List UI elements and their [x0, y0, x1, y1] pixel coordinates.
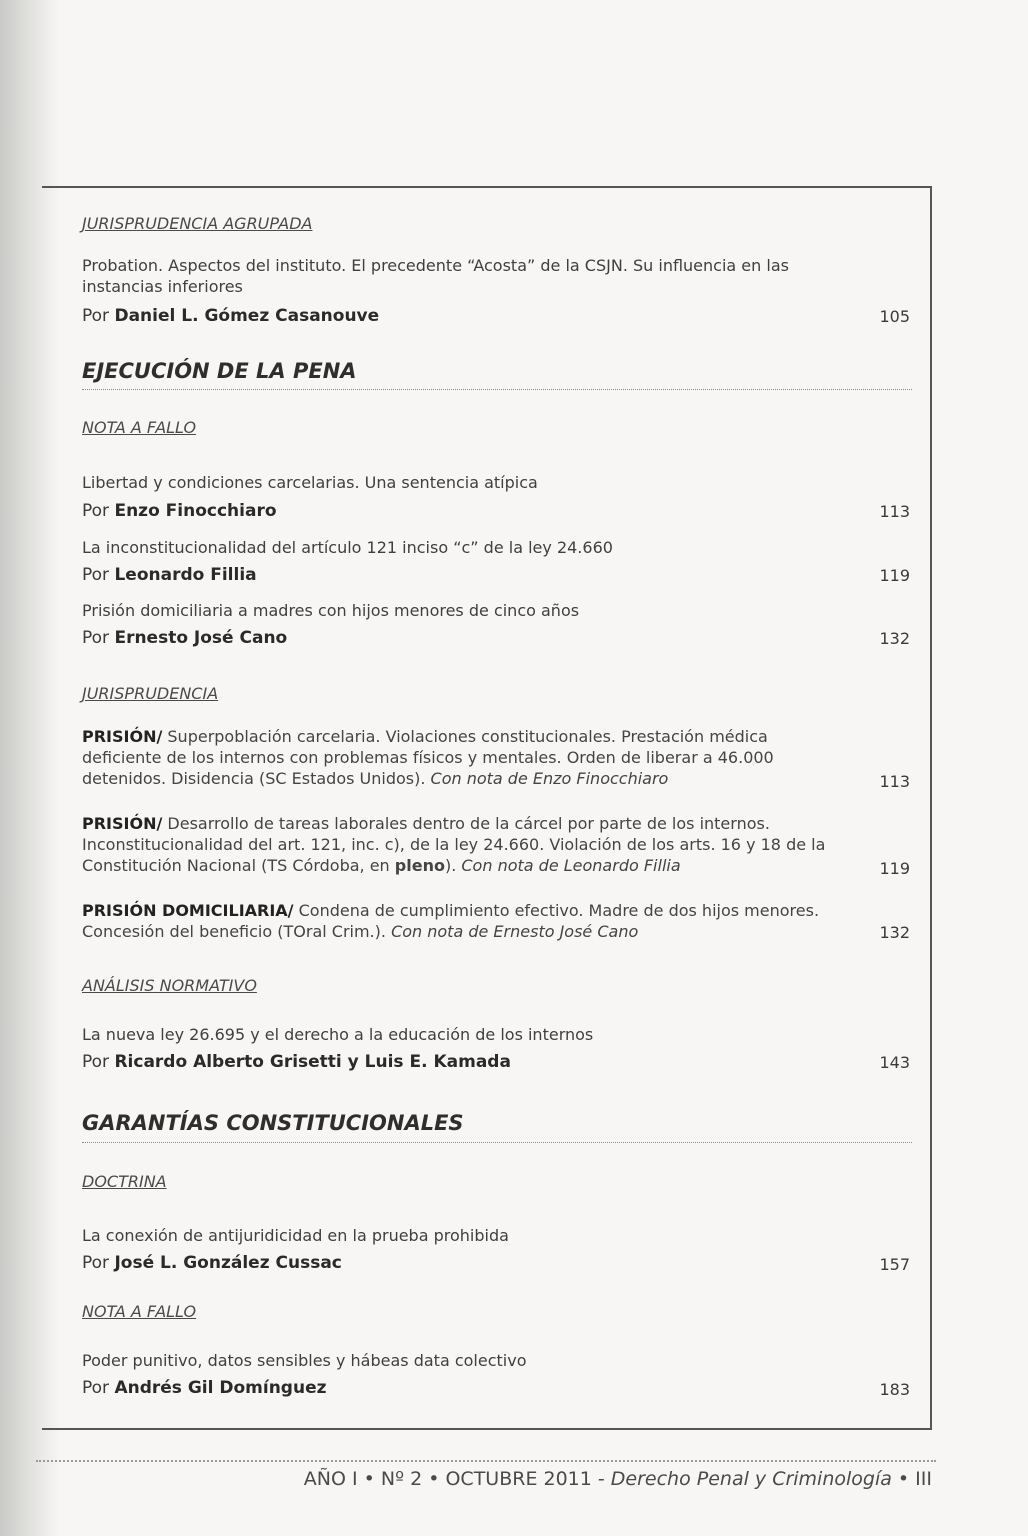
footer-page: • III	[891, 1468, 932, 1490]
jurisprudence-entry	[82, 726, 852, 789]
entry-title: Libertad y condiciones carcelarias. Una sentencia atípica	[82, 473, 538, 492]
author-name: Andrés Gil Domínguez	[114, 1378, 327, 1398]
page-number: 113	[879, 772, 910, 791]
entry-author-line	[82, 306, 379, 326]
subsection-analisis-normativo: ANÁLISIS NORMATIVO	[82, 976, 257, 995]
jurisprudence-entry	[82, 900, 852, 942]
jurisprudence-head: PRISIÓN DOMICILIARIA/	[82, 901, 294, 920]
section-heading-ejecucion: EJECUCIÓN DE LA PENA	[82, 359, 357, 383]
entry-author-line	[82, 1052, 511, 1072]
entry-author-line	[82, 1378, 327, 1398]
author-prefix: Por	[82, 306, 110, 326]
page-number: 132	[879, 923, 910, 942]
jurisprudence-note: Con nota de Enzo Finocchiaro	[430, 769, 669, 788]
page-number: 113	[879, 502, 910, 521]
entry-author-line	[82, 628, 287, 648]
author-prefix: Por	[82, 501, 110, 521]
author-prefix: Por	[82, 1253, 110, 1273]
entry-title-cont: instancias inferiores	[82, 277, 243, 296]
footer-divider	[36, 1460, 936, 1462]
author-name: Ricardo Alberto Grisetti y Luis E. Kamada	[114, 1052, 511, 1072]
subsection-jurisprudencia: JURISPRUDENCIA	[82, 684, 219, 703]
page-number: 143	[879, 1053, 910, 1072]
entry-title: Probation. Aspectos del instituto. El precedente “Acosta” de la CSJN. Su influencia en las	[82, 256, 789, 275]
section-divider	[82, 1142, 912, 1143]
jurisprudence-note: Con nota de Leonardo Fillia	[461, 856, 681, 875]
author-prefix: Por	[82, 565, 110, 585]
author-name: Ernesto José Cano	[114, 628, 288, 648]
page-number: 132	[879, 629, 910, 648]
author-name: José L. González Cussac	[114, 1253, 342, 1273]
page-number: 183	[879, 1380, 910, 1399]
jurisprudence-text: Condena de cumplimiento efectivo. Madre de dos hijos menores. Concesión del beneficio (TOral Crim.).	[82, 901, 820, 941]
author-name: Enzo Finocchiaro	[114, 501, 277, 521]
section-divider	[82, 389, 912, 390]
entry-title: La nueva ley 26.695 y el derecho a la educación de los internos	[82, 1025, 594, 1044]
running-footer	[304, 1468, 932, 1490]
jurisprudence-head: PRISIÓN/	[82, 727, 163, 746]
author-prefix: Por	[82, 628, 110, 648]
jurisprudence-text: Superpoblación carcelaria. Violaciones constitucionales. Prestación médica deficiente de los internos con problemas físicos y mentales. Orden de liberar a 46.000 detenidos. Disidencia (SC Estados Unidos).	[82, 727, 774, 788]
page-number: 119	[879, 566, 910, 585]
author-name: Leonardo Fillia	[114, 565, 257, 585]
entry-author-line	[82, 501, 277, 521]
jurisprudence-head: PRISIÓN/	[82, 814, 163, 833]
entry-title: Prisión domiciliaria a madres con hijos menores de cinco años	[82, 601, 580, 620]
entry-author-line	[82, 1253, 342, 1273]
subsection-nota-a-fallo: NOTA A FALLO	[82, 1302, 197, 1321]
author-prefix: Por	[82, 1378, 110, 1398]
jurisprudence-bold: pleno	[394, 856, 445, 875]
author-name: Daniel L. Gómez Casanouve	[114, 306, 380, 326]
author-prefix: Por	[82, 1052, 110, 1072]
subsection-jurisprudencia-agrupada: JURISPRUDENCIA AGRUPADA	[82, 214, 313, 233]
subsection-doctrina: DOCTRINA	[82, 1172, 167, 1191]
page-number: 105	[879, 307, 910, 326]
entry-author-line	[82, 565, 257, 585]
footer-journal: Derecho Penal y Criminología	[610, 1468, 892, 1490]
jurisprudence-entry	[82, 813, 852, 876]
page-number: 119	[879, 859, 910, 878]
jurisprudence-note: Con nota de Ernesto José Cano	[391, 922, 639, 941]
subsection-nota-a-fallo: NOTA A FALLO	[82, 418, 197, 437]
jurisprudence-text-after: ).	[444, 856, 462, 875]
page-number: 157	[879, 1255, 910, 1274]
section-heading-garantias: GARANTÍAS CONSTITUCIONALES	[82, 1111, 464, 1135]
entry-title: La conexión de antijuridicidad en la prueba prohibida	[82, 1226, 509, 1245]
entry-title: La inconstitucionalidad del artículo 121 inciso “c” de la ley 24.660	[82, 538, 613, 557]
jurisprudence-text: Desarrollo de tareas laborales dentro de la cárcel por parte de los internos. Inconstitucionalidad del art. 121, inc. c), de la ley 24.660. Violación de los arts. 16 y 18 de la Constitución Nacional (TS Córdoba, en	[82, 814, 826, 875]
entry-title: Poder punitivo, datos sensibles y hábeas data colectivo	[82, 1351, 527, 1370]
footer-issue: AÑO I • Nº 2 • OCTUBRE 2011 -	[303, 1468, 611, 1490]
